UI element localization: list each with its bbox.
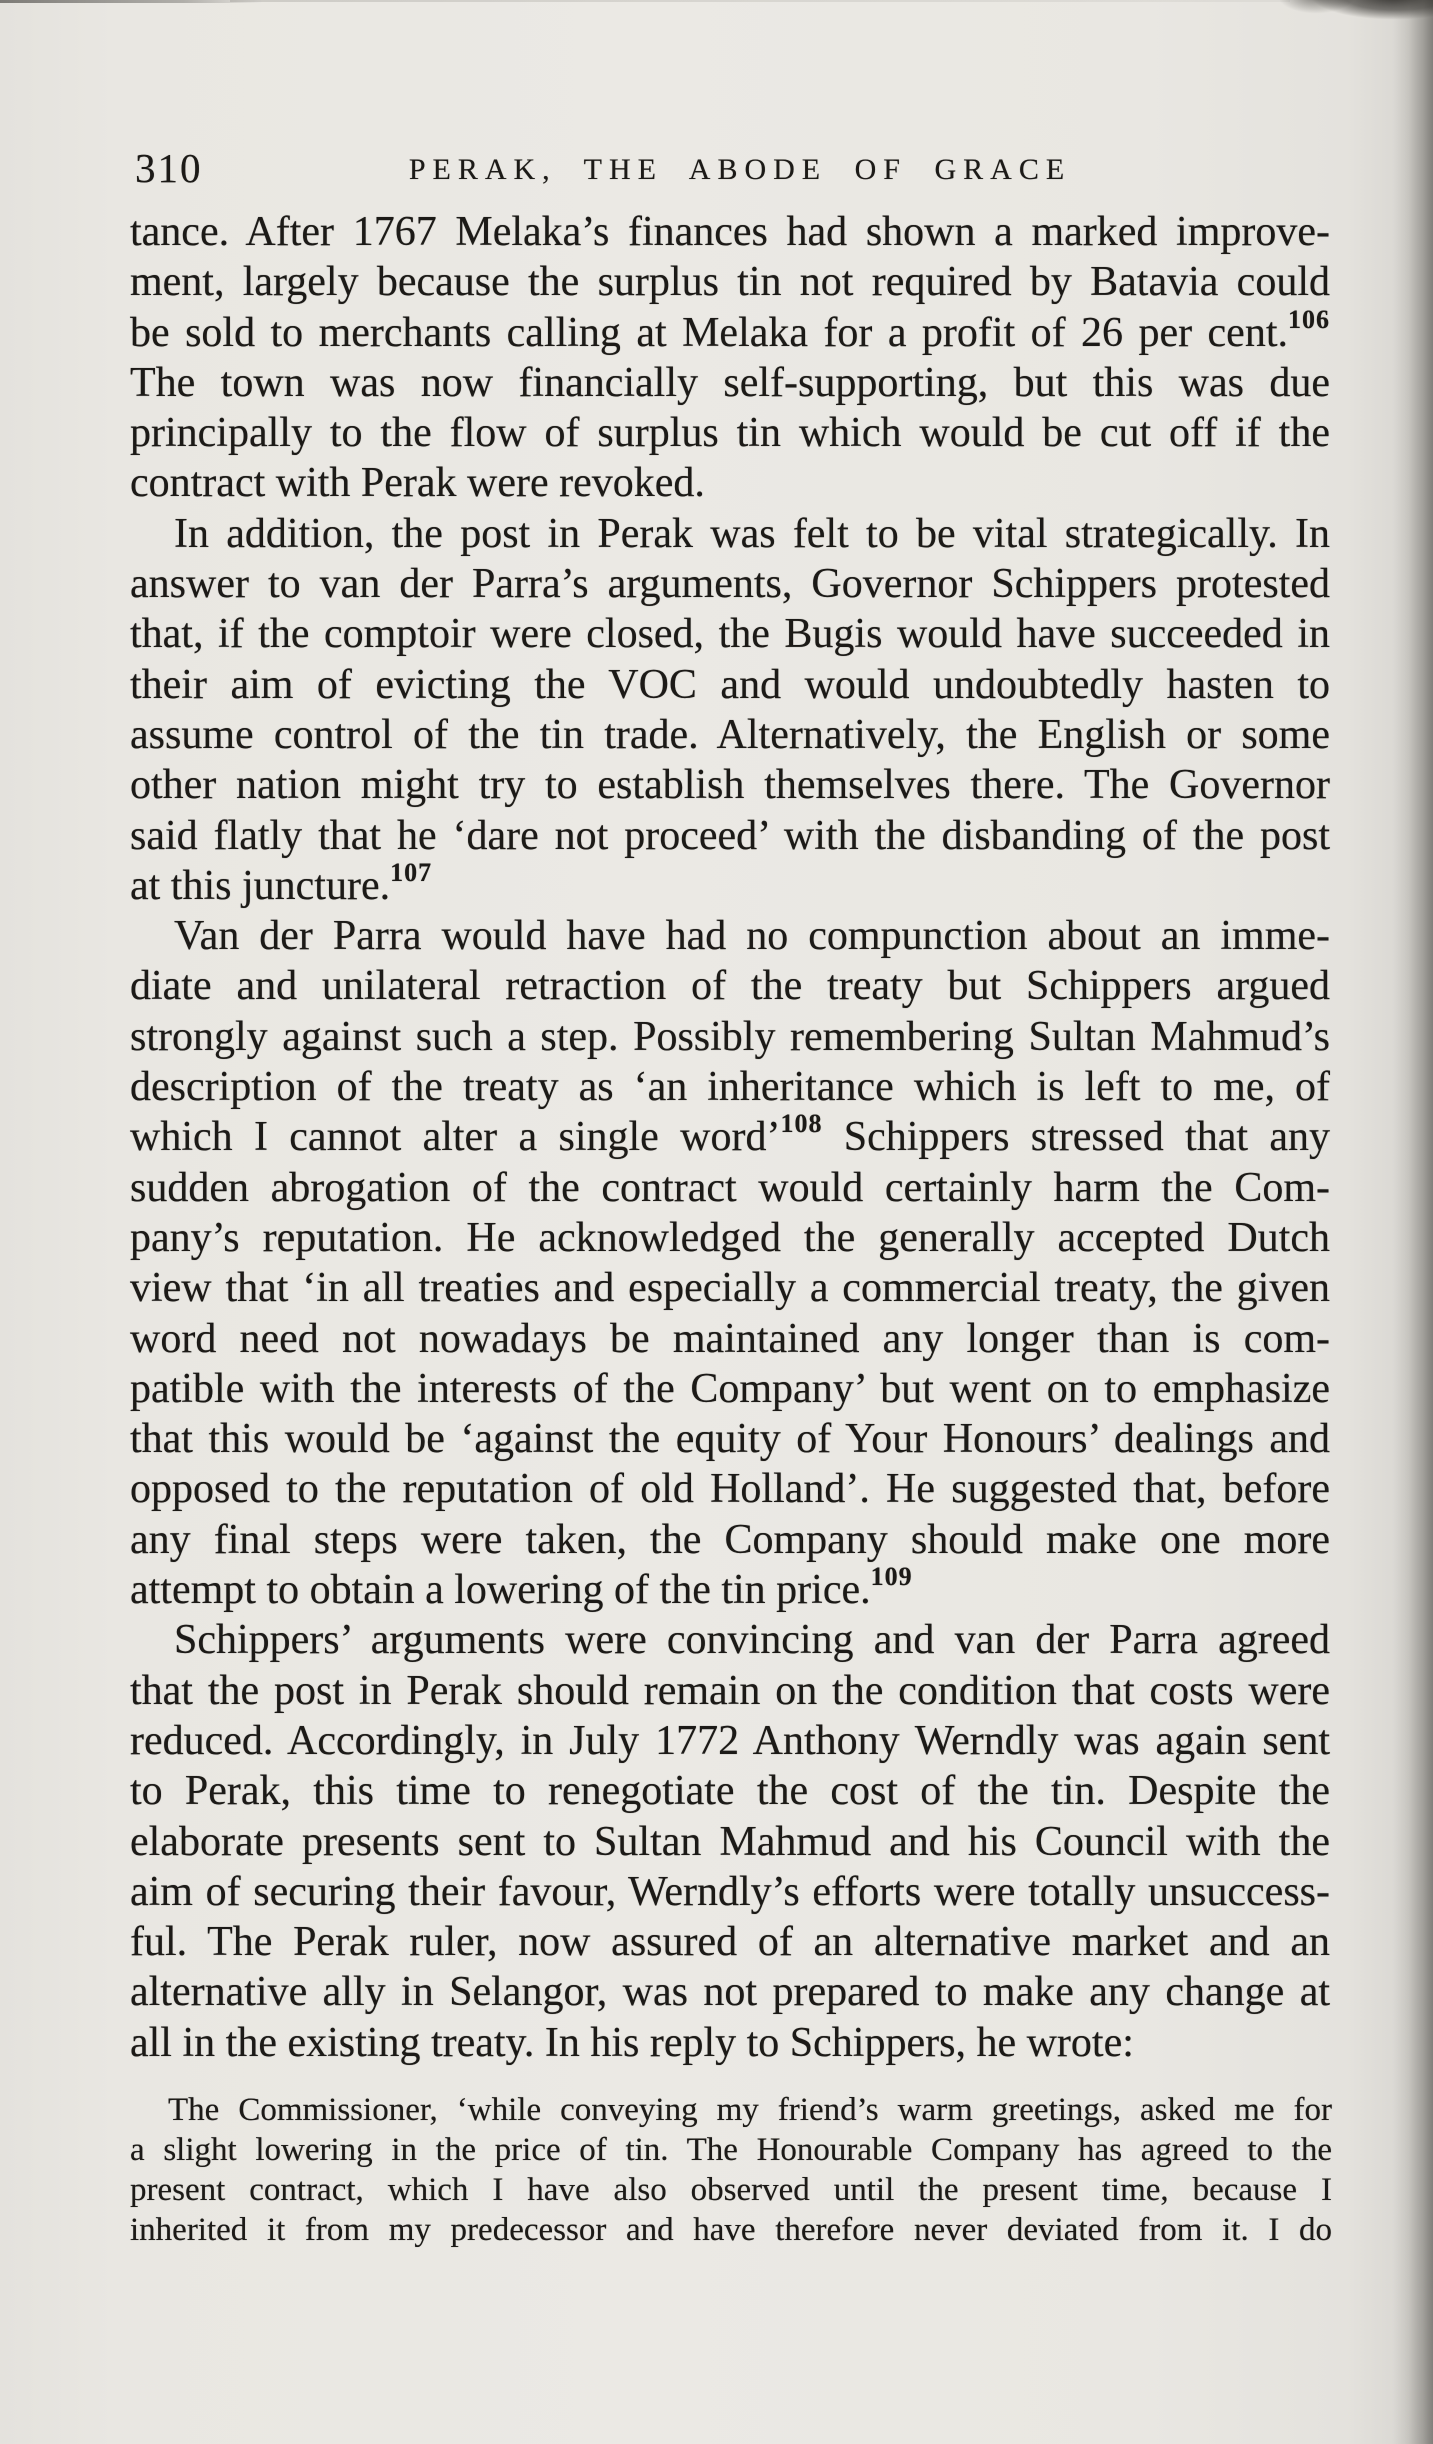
text-line: word need not nowadays be maintained any longer than is com- — [130, 1315, 1330, 1362]
scan-edge-hairline — [230, 0, 1290, 2]
text-line: alternative ally in Selangor, was not prepared to make any change at — [130, 1969, 1330, 2016]
block-quote — [130, 2090, 1332, 2250]
page-body-text — [130, 207, 1330, 2068]
text-line: opposed to the reputation of old Holland’. He suggested that, before — [130, 1466, 1330, 1513]
page-number: 310 — [135, 145, 203, 191]
text-line: be sold to merchants calling at Melaka for a profit of 26 per cent.$^{106}$ — [130, 304, 1330, 356]
footnote-reference: 109 — [870, 1562, 913, 1592]
text-line: a slight lowering in the price of tin. The Honourable Company has agreed to the — [130, 2132, 1332, 2168]
text-line: ful. The Perak ruler, now assured of an alternative market and an — [130, 1919, 1330, 1966]
text-line: all in the existing treaty. In his reply to Schippers, he wrote: — [130, 2019, 1134, 2066]
text-line: answer to van der Parra’s arguments, Governor Schippers protested — [130, 561, 1330, 608]
text-line: reduced. Accordingly, in July 1772 Anthony Werndly was again sent — [130, 1717, 1330, 1764]
text-line: that this would be ‘against the equity of Your Honours’ dealings and — [130, 1416, 1330, 1463]
text-line: diate and unilateral retraction of the treaty but Schippers argued — [130, 963, 1330, 1010]
text-line: Schippers’ arguments were convincing and van der Parra agreed — [174, 1617, 1330, 1664]
text-line: aim of securing their favour, Werndly’s efforts were totally unsuccess- — [130, 1868, 1330, 1915]
page-edge-shadow — [1393, 0, 1433, 2444]
text-line: description of the treaty as ‘an inheritance which is left to me, of — [130, 1064, 1330, 1111]
scan-edge-artifact-top — [0, 0, 262, 3]
text-line: pany’s reputation. He acknowledged the generally accepted Dutch — [130, 1214, 1330, 1261]
footnote-reference: 107 — [390, 857, 433, 887]
text-line: inherited it from my predecessor and have therefore never deviated from it. I do — [130, 2212, 1332, 2248]
text-line: other nation might try to establish themselves there. The Governor — [130, 762, 1330, 809]
footnote-reference: 106 — [1288, 304, 1330, 334]
text-line: any final steps were taken, the Company should make one more — [130, 1516, 1330, 1563]
text-line: In addition, the post in Perak was felt to be vital strategically. In — [174, 510, 1330, 557]
running-title: PERAK, THE ABODE OF GRACE — [408, 153, 1072, 186]
text-line: Van der Parra would have had no compunction about an imme- — [174, 913, 1330, 960]
text-line: their aim of evicting the VOC and would undoubtedly hasten to — [130, 661, 1330, 708]
text-line: The Commissioner, ‘while conveying my friend’s warm greetings, asked me for — [168, 2092, 1332, 2128]
text-line: elaborate presents sent to Sultan Mahmud and his Council with the — [130, 1818, 1330, 1865]
text-line: principally to the flow of surplus tin which would be cut off if the — [130, 410, 1330, 457]
text-line: contract with Perak were revoked. — [130, 460, 705, 507]
text-line: attempt to obtain a lowering of the tin price.$^{109}$ — [130, 1562, 913, 1614]
text-line: strongly against such a step. Possibly remembering Sultan Mahmud’s — [130, 1013, 1330, 1060]
running-header — [130, 144, 1330, 192]
text-line: that, if the comptoir were closed, the Bugis would have succeeded in — [130, 611, 1330, 658]
text-line: at this juncture.$^{107}$ — [130, 857, 433, 909]
text-line: that the post in Perak should remain on the condition that costs were — [130, 1667, 1330, 1714]
text-line: which I cannot alter a single word’$^{108}$ Schippers stressed that any — [130, 1109, 1330, 1161]
text-line: The town was now financially self-supporting, but this was due — [130, 359, 1330, 406]
text-line: said flatly that he ‘dare not proceed’ with the disbanding of the post — [130, 812, 1330, 859]
text-line: present contract, which I have also observed until the present time, because I — [130, 2172, 1332, 2208]
text-line: assume control of the tin trade. Alternatively, the English or some — [130, 711, 1330, 758]
text-line: patible with the interests of the Company’ but went on to emphasize — [130, 1365, 1330, 1412]
footnote-reference: 108 — [780, 1109, 823, 1139]
text-line: tance. After 1767 Melaka’s finances had shown a marked improve- — [130, 209, 1330, 255]
text-line: ment, largely because the surplus tin not required by Batavia could — [130, 259, 1330, 306]
text-line: sudden abrogation of the contract would certainly harm the Com- — [130, 1164, 1330, 1211]
text-line: to Perak, this time to renegotiate the cost of the tin. Despite the — [130, 1768, 1330, 1815]
text-line: view that ‘in all treaties and especially a commercial treaty, the given — [130, 1265, 1330, 1312]
